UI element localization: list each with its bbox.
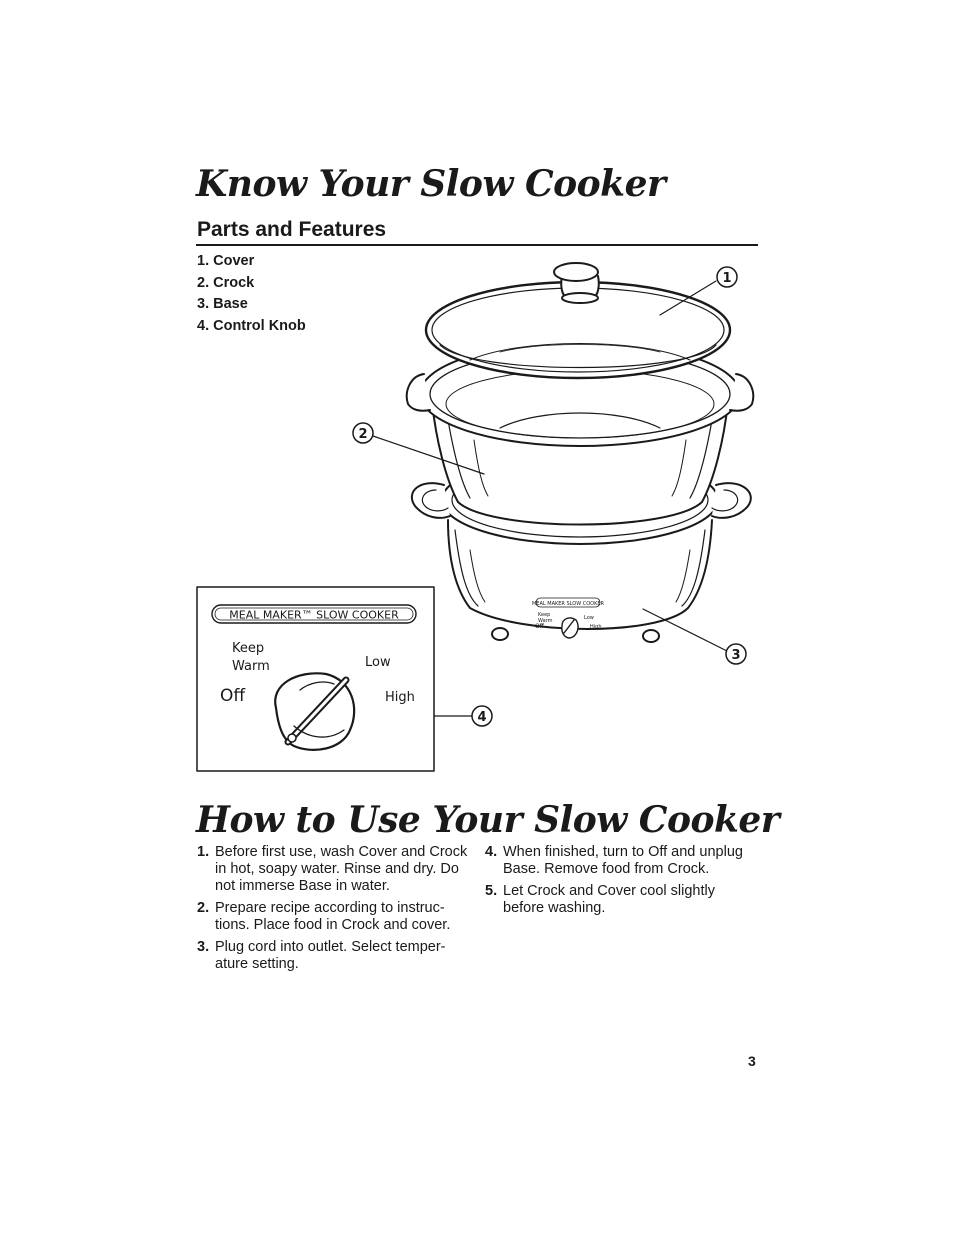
- instruction-item: [197, 900, 469, 934]
- panel-high-label: High: [385, 690, 415, 705]
- instruction-item: [197, 844, 469, 895]
- panel-brand-label: MEAL MAKER™ SLOW COOKER: [229, 608, 399, 622]
- callout-2-label: 2: [358, 427, 368, 442]
- cover-drawing: [426, 263, 730, 378]
- svg-text:Warm: Warm: [538, 618, 553, 624]
- instruction-item: [197, 939, 469, 973]
- svg-text:Low: Low: [584, 615, 594, 621]
- callout-4: [472, 706, 492, 726]
- page-title-how: How to Use Your Slow Cooker: [196, 799, 780, 841]
- slow-cooker-illustration: [196, 255, 766, 775]
- callout-1-label: 1: [722, 271, 732, 286]
- parts-list-item: 2. Crock: [197, 274, 255, 291]
- svg-text:Off: Off: [535, 623, 544, 630]
- callout-1: [717, 267, 737, 287]
- instruction-text: Let Crock and Cover cool slightly before washing.: [503, 883, 715, 916]
- parts-list-item: 4. Control Knob: [197, 318, 306, 335]
- parts-list-item: 3. Base: [197, 296, 248, 313]
- svg-text:High: High: [590, 624, 602, 630]
- svg-text:Keep: Keep: [538, 612, 551, 618]
- instruction-text: Plug cord into outlet. Select temper-ature setting.: [215, 939, 446, 972]
- svg-text:MEAL MAKER SLOW COOKER: MEAL MAKER SLOW COOKER: [531, 601, 605, 607]
- control-panel-detail: [197, 587, 434, 771]
- instruction-text: Before first use, wash Cover and Crock in hot, soapy water. Rinse and dry. Do not immerse Base in water.: [215, 844, 468, 894]
- instruction-number: 2.: [197, 900, 210, 916]
- panel-off-label: Off: [220, 686, 246, 706]
- callout-3: [726, 644, 746, 664]
- callout-4-label: 4: [477, 710, 487, 725]
- parts-heading: Parts and Features: [197, 218, 387, 241]
- instruction-text: Prepare recipe according to instruc-tions. Place food in Crock and cover.: [215, 900, 451, 933]
- instruction-text: When finished, turn to Off and unplug Base. Remove food from Crock.: [503, 844, 743, 877]
- heading-rule: [196, 244, 758, 246]
- instructions-left-column: [197, 844, 469, 978]
- callout-2: [353, 423, 373, 443]
- instruction-number: 4.: [485, 844, 498, 860]
- page-title-know: Know Your Slow Cooker: [196, 163, 666, 205]
- panel-low-label: Low: [365, 655, 391, 670]
- parts-list-item: 1. Cover: [197, 253, 255, 269]
- instruction-number: 1.: [197, 844, 210, 860]
- control-knob-icon: [275, 673, 354, 750]
- panel-warm-label: Warm: [232, 659, 270, 674]
- callout-3-label: 3: [731, 648, 741, 663]
- instruction-number: 3.: [197, 939, 210, 955]
- page-number: 3: [748, 1053, 756, 1069]
- instruction-item: [485, 844, 757, 878]
- panel-keep-label: Keep: [232, 641, 265, 656]
- instruction-item: [485, 883, 757, 917]
- instructions-right-column: [485, 844, 757, 922]
- instruction-number: 5.: [485, 883, 498, 899]
